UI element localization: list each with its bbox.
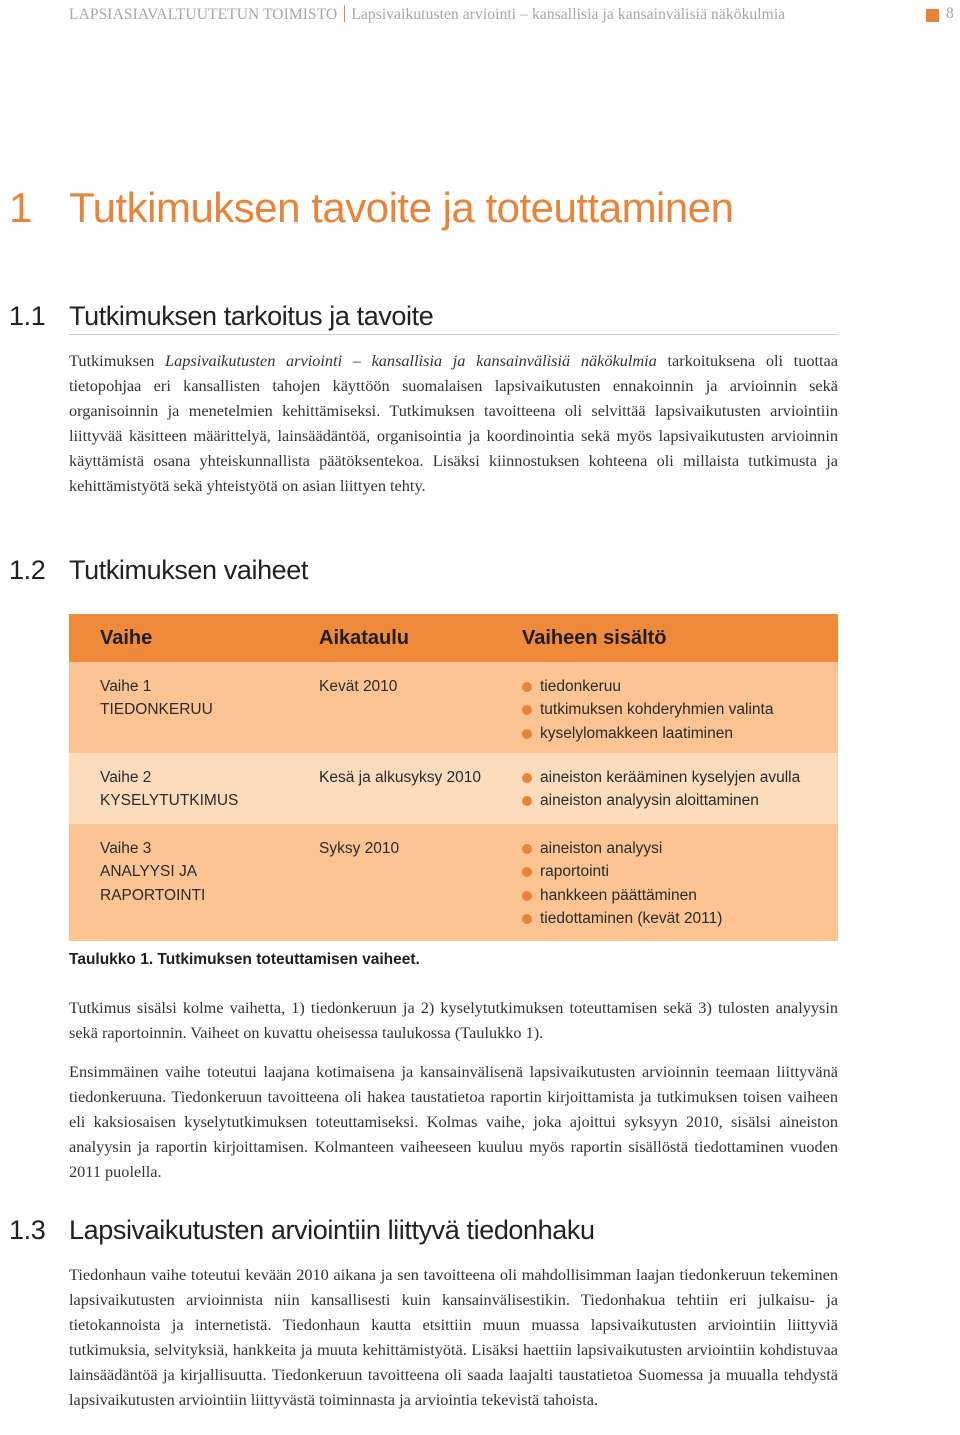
phase-name: KYSELYTUTKIMUS	[100, 792, 239, 810]
schedule-text: Syksy 2010	[319, 840, 400, 857]
chapter-heading	[0, 184, 960, 236]
table-row	[69, 824, 838, 941]
phase-label: Vaihe 3	[100, 840, 152, 857]
table-caption: Taulukko 1. Tutkimuksen toteuttamisen vaiheet.	[69, 951, 420, 968]
phase-cell	[100, 675, 213, 722]
bullet-dot-icon	[522, 867, 532, 877]
list-item-text: raportointi	[540, 863, 609, 881]
section-heading-1-1	[0, 301, 960, 335]
section-title: Tutkimuksen vaiheet	[69, 555, 309, 585]
paragraph-1-3: Tiedonhaun vaihe toteutui kevään 2010 aikana ja sen tavoitteena oli mahdollisimman laajan tiedonkeruun tekeminen lapsivaikutusten arvioinnista niin kansallisesti kuin kansainvälisestikin. Tiedonhakua tehtiin eri julkaisu- ja tietokannoista ja internetistä. Tiedonhaun kautta etsittiin muun muassa lapsivaikutusten arviointiin liittyviä tutkimuksia, selvityksiä, hankkeita ja muuta kehittämistyötä. Lisäksi haettiin lapsivaikutusten arviointiin kohdistuvaa lainsäädäntöä ja kirjallisuutta. Tiedonkeruun tavoitteena oli saada laajalti taustatietoa Suomessa ja muualla tehdystä lapsivaikutusten arviointiin liittyvästä toiminnasta ja arviointia tekevistä tahoista.	[69, 1265, 838, 1409]
phase-cell	[100, 837, 205, 907]
table-row	[69, 662, 838, 753]
bullet-dot-icon	[522, 705, 532, 715]
section-rule	[69, 334, 838, 335]
phase-cell	[100, 766, 238, 813]
column-header-schedule: Aikataulu	[319, 627, 410, 649]
phase-name: ANALYYSI JA	[100, 863, 198, 881]
section-number: 1.2	[9, 555, 46, 585]
list-item	[522, 789, 800, 812]
section-heading-1-3	[0, 1215, 960, 1249]
table-header-row	[69, 614, 838, 662]
paragraph-lead: Tutkimuksen	[69, 351, 166, 370]
content-list	[522, 675, 773, 745]
list-item	[522, 884, 722, 907]
paragraph-1-2-b: Ensimmäinen vaihe toteutui laajana kotimaisena ja kansainvälisenä lapsivaikutusten arvioinnin teemaan liittyvänä tiedonkeruuna. Tiedonkeruun tavoitteena oli hakea taustatietoa raportin kirjoittamista ja tutkimuksen toisen vaiheen eli kaksiosaisen kyselytutkimuksen toteuttamiseksi. Kolmas vaihe, joka ajoittui syksyyn 2010, sisälsi aineiston analyysin ja raportin kirjoittamisen. Kolmanteen vaiheeseen kuuluu myös raportin sisällöstä tiedottaminen vuoden 2011 puolella.	[69, 1062, 838, 1181]
bullet-dot-icon	[522, 796, 532, 806]
section-heading-1-2	[0, 555, 960, 589]
schedule-cell	[319, 675, 397, 698]
list-item-text: aineiston analyysi	[540, 840, 663, 857]
list-item-text: tutkimuksen kohderyhmien valinta	[540, 701, 774, 719]
list-item-text: hankkeen päättäminen	[540, 886, 697, 904]
page-number: 8	[946, 5, 954, 22]
phase-name-continued: RAPORTOINTI	[100, 886, 206, 904]
schedule-text: Kevät 2010	[319, 678, 398, 695]
bullet-dot-icon	[522, 844, 532, 854]
page-marker-square-icon	[926, 9, 939, 22]
list-item-text: kyselylomakkeen laatiminen	[540, 724, 733, 742]
paragraph-1-2-a: Tutkimus sisälsi kolme vaihetta, 1) tiedonkeruun ja 2) kyselytutkimuksen toteuttamisen sekä 3) tulosten analyysin sekä raportoinnin. Vaiheet on kuvattu oheisessa taulukossa (Taulukko 1).	[69, 998, 838, 1042]
header-doc-title: Lapsivaikutusten arviointi – kansallisia ja kansainvälisiä näkökulmia	[351, 6, 786, 23]
header-separator	[344, 5, 345, 22]
section-title: Lapsivaikutusten arviointiin liittyvä tiedonhaku	[69, 1215, 595, 1245]
schedule-cell	[319, 766, 481, 789]
schedule-cell	[319, 837, 399, 860]
bullet-dot-icon	[522, 914, 532, 924]
section-title: Tutkimuksen tarkoitus ja tavoite	[69, 301, 434, 331]
column-header-content: Vaiheen sisältö	[522, 627, 667, 649]
list-item	[522, 675, 773, 698]
chapter-number: 1	[9, 184, 32, 231]
phases-table	[69, 614, 838, 941]
table-row	[69, 753, 838, 824]
list-item	[522, 698, 773, 721]
phase-name: TIEDONKERUU	[100, 701, 213, 719]
list-item	[522, 766, 800, 789]
section-number: 1.3	[9, 1215, 46, 1245]
list-item-text: tiedottaminen (kevät 2011)	[540, 909, 723, 927]
chapter-title: Tutkimuksen tavoite ja toteuttaminen	[69, 184, 734, 231]
list-item-text: aineiston kerääminen kyselyjen avulla	[540, 769, 801, 786]
content-cell	[522, 675, 773, 745]
report-title-italic: Lapsivaikutusten arviointi – kansallisia ja kansainvälisiä näkökulmia	[165, 351, 657, 370]
phase-label: Vaihe 1	[100, 678, 152, 695]
list-item	[522, 722, 773, 745]
header-org: LAPSIASIAVALTUUTETUN TOIMISTO	[69, 6, 338, 23]
paragraph-body: tarkoituksena oli tuottaa tietopohjaa eri kansallisten tahojen käyttöön suomalaisen lapsivaikutusten ennakoinnin ja arvioinnin sekä organisoinnin ja menetelmien kehittämiseksi. Tutkimuksen tavoitteena oli selvittää lapsivaikutusten arviointiin liittyvää käsitteen määrittelyä, lainsäädäntöä, organisointia ja koordinointia sekä myös lapsivaikutusten arvioinnin käyttämistä osana yhteiskunnallista päätöksentekoa. Lisäksi kiinnostuksen kohteena oli millaista tutkimusta ja kehittämistyötä sekä yhteistyötä on asian liittyen tehty.	[69, 351, 838, 495]
list-item-text: aineiston analyysin aloittaminen	[540, 792, 759, 810]
list-item	[522, 837, 722, 860]
running-header	[69, 5, 949, 27]
schedule-text: Kesä ja alkusyksy 2010	[319, 769, 481, 786]
bullet-dot-icon	[522, 773, 532, 783]
content-list	[522, 837, 722, 930]
bullet-dot-icon	[522, 729, 532, 739]
content-cell	[522, 766, 800, 813]
list-item	[522, 907, 722, 930]
list-item	[522, 860, 722, 883]
bullet-dot-icon	[522, 891, 532, 901]
content-cell	[522, 837, 722, 930]
paragraph-1-1	[69, 348, 838, 498]
content-list	[522, 766, 800, 813]
list-item-text: tiedonkeruu	[540, 678, 622, 695]
section-number: 1.1	[9, 301, 46, 331]
bullet-dot-icon	[522, 682, 532, 692]
phase-label: Vaihe 2	[100, 769, 152, 786]
column-header-phase: Vaihe	[100, 627, 153, 649]
